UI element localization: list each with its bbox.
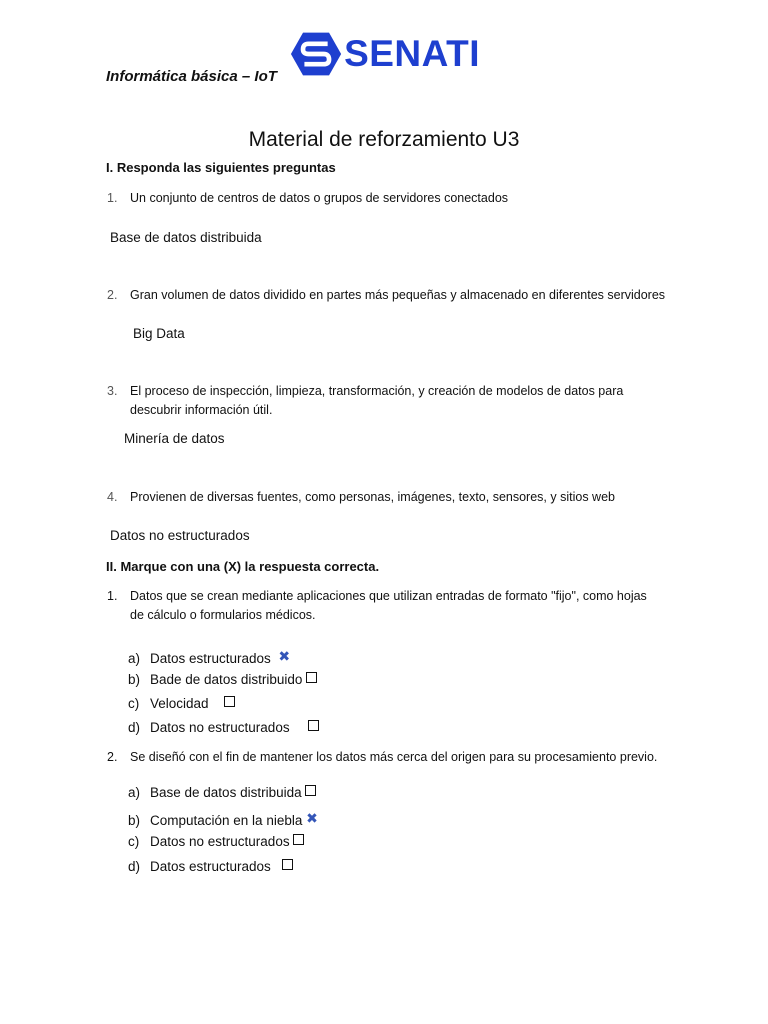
logo-text: SENATI bbox=[344, 33, 480, 74]
s1-answer-4: Datos no estructurados bbox=[110, 528, 250, 543]
option-letter: b) bbox=[128, 813, 141, 828]
s1-question-4 bbox=[107, 488, 615, 507]
s2-question-2 bbox=[107, 748, 658, 767]
checkbox[interactable] bbox=[224, 696, 235, 707]
page-title: Material de reforzamiento U3 bbox=[248, 128, 520, 151]
s1-answer-2: Big Data bbox=[133, 326, 185, 341]
option-letter: c) bbox=[128, 696, 140, 711]
course-subject: Informática básica – IoT bbox=[106, 68, 277, 85]
section-2-heading: II. Marque con una (X) la respuesta correcta. bbox=[106, 559, 380, 574]
s2-q2-option-d[interactable] bbox=[128, 859, 293, 874]
x-mark-icon: ✖ bbox=[306, 810, 318, 826]
s2-q2-option-a[interactable] bbox=[128, 785, 316, 800]
s2-q2-option-c[interactable] bbox=[128, 834, 304, 849]
question-number: 3. bbox=[107, 384, 118, 398]
checkbox[interactable] bbox=[282, 859, 293, 870]
option-letter: a) bbox=[128, 651, 141, 666]
s2-q1-option-c[interactable] bbox=[128, 696, 235, 711]
question-text: Gran volumen de datos dividido en partes más pequeñas y almacenado en diferentes servidores bbox=[130, 288, 666, 302]
s1-question-2 bbox=[107, 286, 666, 305]
senati-logo-icon bbox=[290, 29, 342, 79]
option-text: Velocidad bbox=[150, 696, 209, 711]
s1-answer-3: Minería de datos bbox=[124, 431, 225, 446]
s1-answer-1: Base de datos distribuida bbox=[110, 230, 262, 245]
checkbox[interactable] bbox=[308, 720, 319, 731]
s1-question-1 bbox=[107, 189, 509, 208]
question-text: descubrir información útil. bbox=[130, 403, 273, 417]
s2-q1-option-b[interactable] bbox=[128, 672, 317, 687]
option-text: Base de datos distribuida bbox=[150, 785, 302, 800]
option-text: Datos no estructurados bbox=[150, 834, 290, 849]
s2-question-1 bbox=[107, 587, 647, 622]
senati-logo bbox=[290, 27, 480, 81]
question-number: 4. bbox=[107, 490, 118, 504]
question-number: 1. bbox=[107, 589, 118, 603]
option-text: Bade de datos distribuido bbox=[150, 672, 303, 687]
x-mark-icon: ✖ bbox=[278, 648, 291, 664]
s2-q2-option-b[interactable] bbox=[128, 810, 318, 828]
s1-question-3 bbox=[107, 382, 624, 417]
option-text: Datos estructurados bbox=[150, 859, 271, 874]
option-text: Datos no estructurados bbox=[150, 720, 290, 735]
option-letter: b) bbox=[128, 672, 141, 687]
question-text: Provienen de diversas fuentes, como personas, imágenes, texto, sensores, y sitios web bbox=[130, 490, 615, 504]
question-text: Datos que se crean mediante aplicaciones que utilizan entradas de formato "fijo", como hojas bbox=[130, 589, 647, 603]
checkbox[interactable] bbox=[305, 785, 316, 796]
question-text: Un conjunto de centros de datos o grupos de servidores conectados bbox=[130, 191, 509, 205]
checkbox[interactable] bbox=[306, 672, 317, 683]
option-letter: d) bbox=[128, 720, 141, 735]
option-letter: d) bbox=[128, 859, 141, 874]
option-letter: c) bbox=[128, 834, 140, 849]
question-text: El proceso de inspección, limpieza, transformación, y creación de modelos de datos para bbox=[130, 384, 624, 398]
question-text: de cálculo o formularios médicos. bbox=[130, 608, 316, 622]
question-number: 1. bbox=[107, 191, 118, 205]
option-letter: a) bbox=[128, 785, 141, 800]
option-text: Datos estructurados bbox=[150, 651, 271, 666]
question-number: 2. bbox=[107, 750, 118, 764]
s2-q1-option-a[interactable] bbox=[128, 648, 290, 666]
option-text: Computación en la niebla bbox=[150, 813, 303, 828]
s2-q1-option-d[interactable] bbox=[128, 720, 319, 735]
question-number: 2. bbox=[107, 288, 118, 302]
checkbox[interactable] bbox=[293, 834, 304, 845]
section-1-heading: I. Responda las siguientes preguntas bbox=[106, 160, 336, 175]
question-text: Se diseñó con el fin de mantener los datos más cerca del origen para su procesamiento previo. bbox=[130, 750, 658, 764]
